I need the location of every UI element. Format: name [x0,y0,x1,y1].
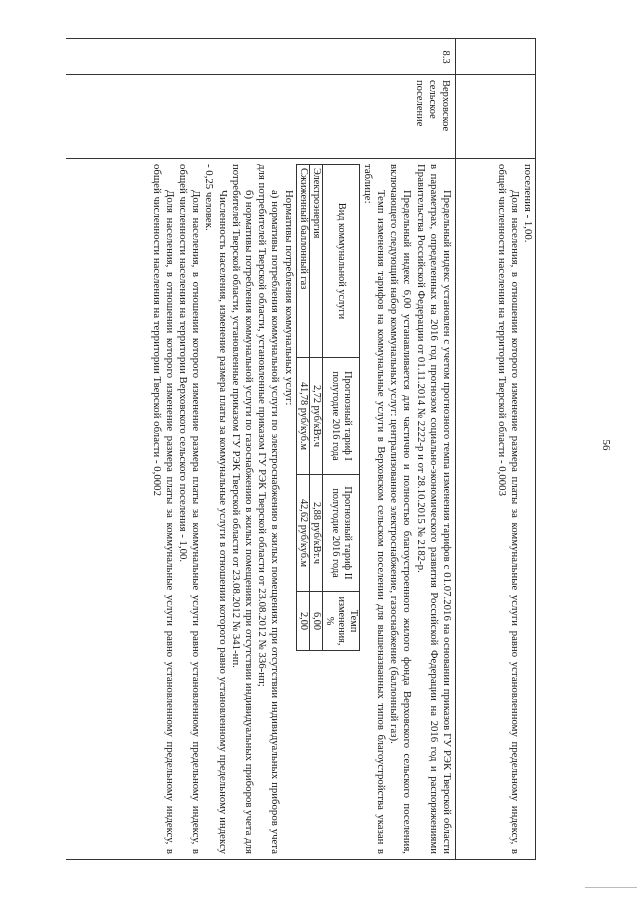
tariff-h2: 2,88 руб/кВт.ч [309,475,322,592]
settlements-table [66,38,536,860]
tariff-table [296,164,360,651]
table-row [309,165,322,651]
tariff-rate: 6,00 [309,592,322,651]
paragraph-index-basis: Предельный индекс установлен с учетом прогнозного темпа изменения тарифов с 01.07.2016 на основании приказов ГУ РЭК Тверской области в параметрах, определенных на 2016 год прогнозом социально-экономического развития Российской Федерации на 2016 год и распоряжениями Правительства Российской Федерации от 01.11.2014 № 2222-р и от 28.10.2015 № 2182-р. [414,164,453,854]
column-divider-number [66,74,536,75]
scan-edge-mark [585,887,637,888]
table-border-top [535,38,536,860]
row-divider [455,38,456,860]
tariff-header-rate: Темп изменения, % [322,592,359,651]
rotated-content [66,38,536,860]
tariff-h1: 41,78 руб/куб.м [296,358,309,475]
previous-entry-share: Доля населения, в отношении которого изменение размера платы за коммунальные услуги равно установленному предельному индексу, в общей численности населения на территории Тверской области - 0,0003 [495,164,521,854]
previous-entry [494,164,534,854]
entry-description [69,164,453,854]
paragraph-table-intro: Темп изменения тарифов на коммунальные услуги в Верховском сельском поселении для вышеназванных типов благоустройства указан в таблице: [361,164,387,854]
tariff-h2: 42,62 руб/куб.м [296,475,309,592]
paragraph-share-settlement: Доля населения, в отношении которого изменение размера платы за коммунальные услуги равно установленному предельному индексу, в общей численности населения на территории Верховского сельского поселения - 1,00. [176,164,203,854]
tariff-header-service: Вид коммунальной услуги [322,165,359,358]
settlement-name: Верховское сельское поселение [414,80,451,132]
entry-number: 8.3 [440,50,451,64]
paragraph-index-applies: Предельный индекс 6,00 устанавливается для частично и полностью благоустроенного жилого фонда Верховского сельского поселения, включающего следующий набор коммунальных услуг: централизованное электроснабжение, газоснабжение (баллонный газ). [388,164,414,854]
tariff-table-header-row [322,165,359,651]
column-divider-settlement [66,158,536,159]
table-row [296,165,309,651]
previous-entry-line: поселения - 1,00. [522,164,534,243]
tariff-h1: 2,72 руб/кВт.ч [309,358,322,475]
tariff-header-h1: Прогнозный тариф I полугодие 2016 года [322,358,359,475]
paragraph-norms-heading: Нормативы потребления коммунальных услуг: [282,190,295,406]
table-border-right [66,859,536,860]
tariff-service: Электроэнергия [309,165,322,358]
tariff-header-h2: Прогнозный тариф II полугодие 2016 года [322,475,359,592]
tariff-rate: 2,00 [296,592,309,651]
paragraph-norm-gas: б) нормативы потребления коммунальной услуги по газоснабжению в жилых помещениях при отсутствии индивидуальных приборов учета для потребителей Тверской области, установленные приказом ГУ РЭК Тверской области от 23.08.2012 № 341-нп. [229,164,255,854]
paragraph-population: Численность населения, изменение размера платы за коммунальные услуги в отношении которого равно установленному предельному индексу - 0,25 человек. [203,164,229,854]
paragraph-share-region: Доля населения, в отношении которого изменение размера платы за коммунальные услуги равно установленному предельному индексу, в общей численности населения на территории Тверской области - 0,0002 [150,164,176,854]
paragraph-norm-electricity: а) нормативы потребления коммунальной услуги по электроснабжению в жилых помещениях при отсутствии индивидуальных приборов учета для потребителей Тверской области, установленные приказом ГУ РЭК Тверской области от 23.08.2012 № 336-нп; [256,164,282,854]
table-border-left [66,38,536,39]
tariff-service: Сжиженный баллонный газ [296,165,309,358]
page-number: 56 [600,439,612,451]
